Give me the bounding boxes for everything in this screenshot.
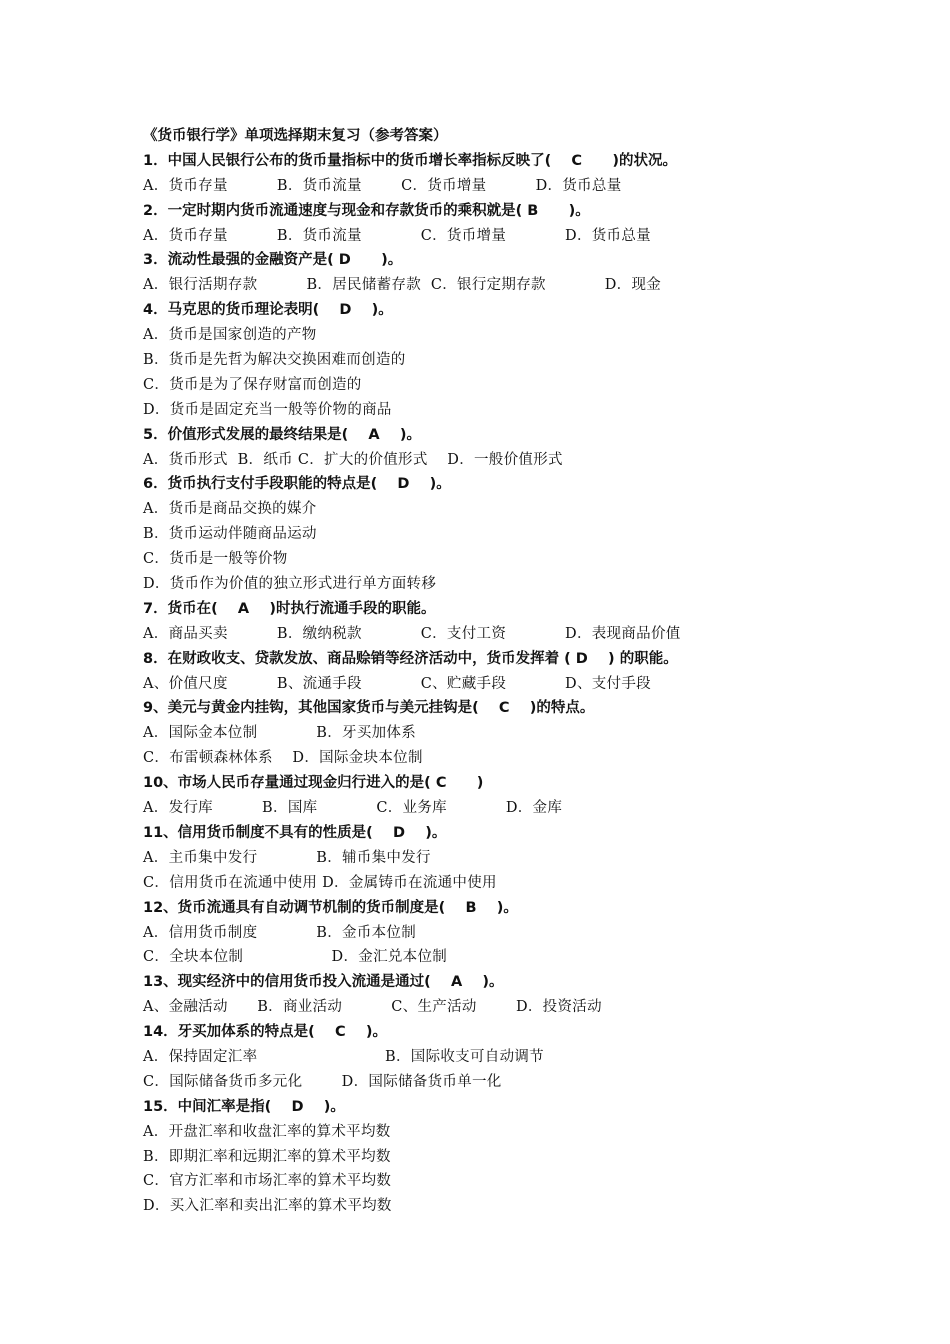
answer-option: C．货币是为了保存财富而创造的 xyxy=(143,376,362,393)
answer-option: C．布雷顿森林体系 D．国际金块本位制 xyxy=(143,750,423,767)
answer-option: A．货币是国家创造的产物 xyxy=(143,327,317,344)
document-title: 《货币银行学》单项选择期末复习（参考答案） xyxy=(143,128,448,144)
answer-option: A．银行活期存款 B．居民储蓄存款 C．银行定期存款 D．现金 xyxy=(143,277,662,294)
answer-option: A、价值尺度 B、流通手段 C、贮藏手段 D、支付手段 xyxy=(143,675,651,692)
answer-option: A、金融活动 B．商业活动 C、生产活动 D．投资活动 xyxy=(143,999,602,1016)
question-stem: 4．马克思的货币理论表明( D )。 xyxy=(143,302,393,319)
answer-option: D．买入汇率和卖出汇率的算术平均数 xyxy=(143,1198,392,1215)
answer-option: A．商品买卖 B．缴纳税款 C．支付工资 D．表现商品价值 xyxy=(143,625,681,642)
question-stem: 2．一定时期内货币流通速度与现金和存款货币的乘积就是( B )。 xyxy=(143,202,590,219)
answer-option: A．国际金本位制 B．牙买加体系 xyxy=(143,725,417,742)
question-stem: 10、市场人民币存量通过现金归行进入的是( C ) xyxy=(143,775,484,792)
question-stem: 1．中国人民银行公布的货币量指标中的货币增长率指标反映了( C )的状况。 xyxy=(143,152,677,169)
answer-option: C．货币是一般等价物 xyxy=(143,551,288,568)
answer-option: A．开盘汇率和收盘汇率的算术平均数 xyxy=(143,1123,391,1140)
answer-option: A．货币形式 B．纸币 C．扩大的价值形式 D．一般价值形式 xyxy=(143,451,563,468)
answer-option: A．货币存量 B．货币流量 C．货币增量 D．货币总量 xyxy=(143,177,622,194)
answer-option: D．货币是固定充当一般等价物的商品 xyxy=(143,401,392,418)
question-stem: 14．牙买加体系的特点是( C )。 xyxy=(143,1024,387,1041)
answer-option: A．信用货币制度 B．金币本位制 xyxy=(143,924,417,941)
answer-option: B．货币运动伴随商品运动 xyxy=(143,526,317,543)
question-stem: 3．流动性最强的金融资产是( D )。 xyxy=(143,252,403,269)
answer-option: D．货币作为价值的独立形式进行单方面转移 xyxy=(143,576,437,593)
exam-document xyxy=(143,124,843,1219)
answer-option: A．货币是商品交换的媒介 xyxy=(143,501,317,518)
answer-option: C．国际储备货币多元化 D．国际储备货币单一化 xyxy=(143,1073,502,1090)
answer-option: B．货币是先哲为解决交换困难而创造的 xyxy=(143,352,406,369)
question-stem: 7．货币在( A )时执行流通手段的职能。 xyxy=(143,600,436,617)
question-stem: 15．中间汇率是指( D )。 xyxy=(143,1098,345,1115)
answer-option: C．官方汇率和市场汇率的算术平均数 xyxy=(143,1173,392,1190)
answer-option: A．货币存量 B．货币流量 C．货币增量 D．货币总量 xyxy=(143,227,651,244)
question-list xyxy=(143,149,843,1219)
answer-option: B．即期汇率和远期汇率的算术平均数 xyxy=(143,1148,391,1165)
answer-option: A．保持固定汇率 B．国际收支可自动调节 xyxy=(143,1048,544,1065)
answer-option: C．信用货币在流通中使用 D．金属铸币在流通中使用 xyxy=(143,874,497,891)
question-stem: 12、货币流通具有自动调节机制的货币制度是( B )。 xyxy=(143,899,518,916)
question-stem: 8．在财政收支、贷款发放、商品赊销等经济活动中，货币发挥着 ( D ) 的职能。 xyxy=(143,650,678,667)
question-stem: 13、现实经济中的信用货币投入流通是通过( A )。 xyxy=(143,974,504,991)
answer-option: A．发行库 B．国库 C．业务库 D．金库 xyxy=(143,800,563,817)
question-stem: 11、信用货币制度不具有的性质是( D )。 xyxy=(143,824,447,841)
answer-option: A．主币集中发行 B．辅币集中发行 xyxy=(143,849,431,866)
answer-option: C．全块本位制 D．金汇兑本位制 xyxy=(143,949,448,966)
question-stem: 9、美元与黄金内挂钩，其他国家货币与美元挂钩是( C )的特点。 xyxy=(143,700,595,717)
question-stem: 6．货币执行支付手段职能的特点是( D )。 xyxy=(143,476,451,493)
question-stem: 5．价值形式发展的最终结果是( A )。 xyxy=(143,426,421,443)
